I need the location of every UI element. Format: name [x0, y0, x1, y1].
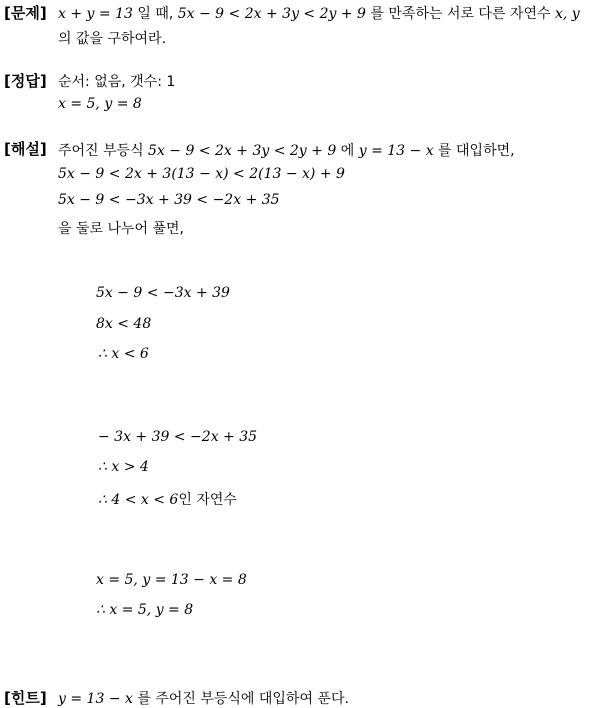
answer-order-text: 순서: 없음, 갯수: 1: [58, 74, 176, 90]
problem-text-b: 를 만족하는 서로 다른 자연수: [365, 6, 555, 22]
solution-line-1: [58, 140, 515, 160]
problem-line-2: 의 값을 구하여라.: [58, 31, 167, 47]
hint-tag: [힌트]: [4, 689, 47, 707]
solution-block1-step-1: 5x − 9 < −3x + 39: [96, 285, 230, 301]
solution-tag: [해설]: [4, 140, 47, 158]
solution-block2-range-text: 인 자연수: [178, 492, 237, 508]
problem-variables-math: x, y: [554, 6, 580, 22]
solution-block3-step-2: ∴ x = 5, y = 8: [96, 602, 194, 618]
solution-block2-step-3: [98, 489, 237, 509]
solution-block1-step-2: 8x < 48: [96, 316, 152, 332]
solution-text-c: 를 대입하면,: [433, 143, 515, 159]
answer-tag: [정답]: [4, 72, 47, 90]
problem-tag: [문제]: [4, 4, 47, 22]
answer-result-math: x = 5, y = 8: [58, 96, 142, 112]
hint-text: 를 주어진 부등식에 대입하여 푼다.: [132, 691, 349, 707]
solution-text-a: 주어진 부등식: [58, 143, 149, 159]
problem-inequality-math: 5x − 9 < 2x + 3y < 2y + 9: [177, 6, 366, 22]
problem-line-1: [58, 3, 580, 23]
hint-math: y = 13 − x: [58, 691, 133, 707]
solution-block1-step-3: ∴ x < 6: [98, 346, 149, 362]
solution-text-b: 에: [336, 143, 359, 159]
solution-line-3: 5x − 9 < −3x + 39 < −2x + 35: [58, 192, 280, 208]
solution-line-4: 을 둘로 나누어 풀면,: [58, 221, 184, 237]
problem-condition-math: x + y = 13: [58, 6, 133, 22]
problem-text-a: 일 때,: [132, 6, 178, 22]
solution-block3-step-1: x = 5, y = 13 − x = 8: [96, 572, 247, 588]
solution-substitution-math: y = 13 − x: [358, 143, 434, 159]
solution-line-2: 5x − 9 < 2x + 3(13 − x) < 2(13 − x) + 9: [58, 166, 345, 182]
solution-block2-range-math: ∴ 4 < x < 6: [98, 492, 179, 508]
solution-block2-step-1: − 3x + 39 < −2x + 35: [98, 429, 258, 445]
solution-block2-step-2: ∴ x > 4: [98, 459, 149, 475]
solution-inequality-math: 5x − 9 < 2x + 3y < 2y + 9: [148, 143, 337, 159]
hint-line: [58, 688, 349, 708]
